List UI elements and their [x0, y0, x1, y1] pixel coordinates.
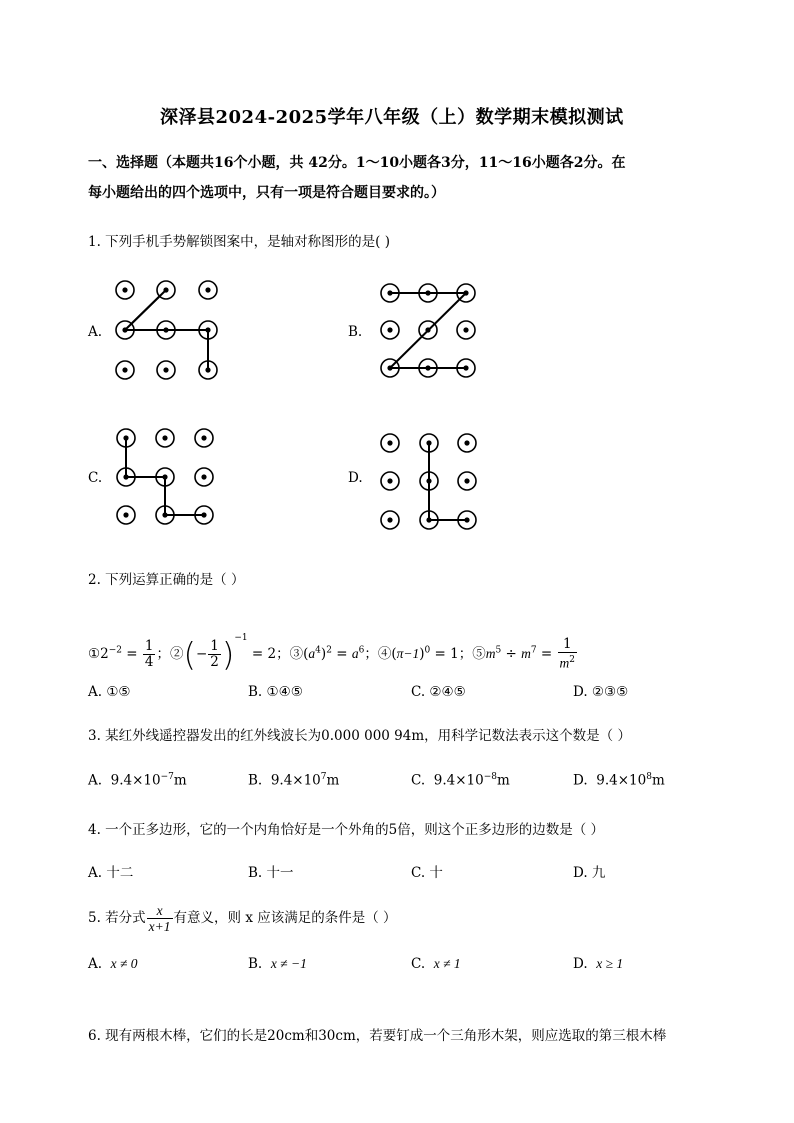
- question-1-stem: 1. 下列手机手势解锁图案中，是轴对称图形的是( ): [88, 234, 390, 250]
- q4-option-c: C. 十: [411, 865, 443, 881]
- q3-option-a: A. $9.4\times 10^{-7}m$: [88, 772, 187, 789]
- fraction-x-over-x-plus-1: $\frac{x}{x+1}$: [148, 903, 171, 934]
- q5-option-b: B. x ≠ −1: [248, 956, 307, 972]
- q4-option-a: A. 十二: [88, 865, 134, 881]
- q3-option-c: C. $9.4\times 10^{-8}m$: [411, 772, 510, 789]
- q2-option-a: A. ①⑤: [88, 684, 131, 700]
- circled-1: ①: [88, 646, 101, 662]
- circled-3: ③: [289, 646, 304, 662]
- question-2-expression: $①2^{-2}$ = $\frac{1}{4}$ ；②(− $\frac{1}{2}$ )$^{-1}$ = 2；$③(a^4)^2 = a^6$；$④(\pi-1)^0 = 1$；$⑤m^5 \div m^7$ = $\frac{1}{m^2}$: [88, 633, 575, 674]
- question-5-stem: 5. 若分式 $\frac{x}{x+1}$ 有意义，则 x 应该满足的条件是（ ）: [88, 903, 397, 934]
- question-4-stem: 4. 一个正多边形，它的一个内角恰好是一个外角的5倍，则这个正多边形的边数是（ ）: [88, 822, 605, 838]
- fraction-1-m2: $\frac{1}{m^2}$: [559, 636, 575, 671]
- q4-option-d: D. 九: [573, 865, 606, 881]
- circled-2: ②: [169, 646, 184, 662]
- circled-4: ④: [377, 646, 392, 662]
- q1-label-b: B.: [348, 324, 363, 340]
- question-3-stem: 3. 某红外线遥控器发出的红外线波长为0.000 000 94m，用科学记数法表示这个数是（ ）: [88, 728, 631, 744]
- question-2-stem: 2. 下列运算正确的是（ ）: [88, 572, 245, 588]
- q5-option-a: A. x ≠ 0: [88, 956, 138, 972]
- section-heading-line1: 一、选择题（本题共16个小题，共 42分。1～10小题各3分，11～16小题各2分。在: [88, 155, 626, 171]
- circled-5: ⑤: [472, 646, 486, 662]
- fraction-1-2: $\frac{1}{2}$: [210, 638, 219, 670]
- question-6-stem: 6. 现有两根木棒，它们的长是20cm和30cm，若要钉成一个三角形木架，则应选取的第三根木棒: [88, 1028, 667, 1044]
- section-heading-line2: 每小题给出的四个选项中，只有一项是符合题目要求的。）: [88, 185, 445, 201]
- q1-label-d: D.: [348, 470, 363, 486]
- q4-option-b: B. 十一: [248, 865, 294, 881]
- q1-label-c: C.: [88, 470, 103, 486]
- q1-label-a: A.: [88, 324, 103, 340]
- q5-option-c: C. x ≠ 1: [411, 956, 461, 972]
- q2-option-b: B. ①④⑤: [248, 684, 303, 700]
- page-title: 深泽县2024-2025学年八年级（上）数学期末模拟测试: [160, 107, 624, 128]
- fraction-1-4: $\frac{1}{4}$: [144, 638, 154, 670]
- q3-option-b: B. $9.4\times 10^7m$: [248, 772, 340, 789]
- q5-option-d: D. x ≥ 1: [573, 956, 624, 972]
- q3-option-d: D. $9.4\times 10^8m$: [573, 772, 665, 789]
- q2-option-d: D. ②③⑤: [573, 684, 629, 700]
- q2-option-c: C. ②④⑤: [411, 684, 466, 700]
